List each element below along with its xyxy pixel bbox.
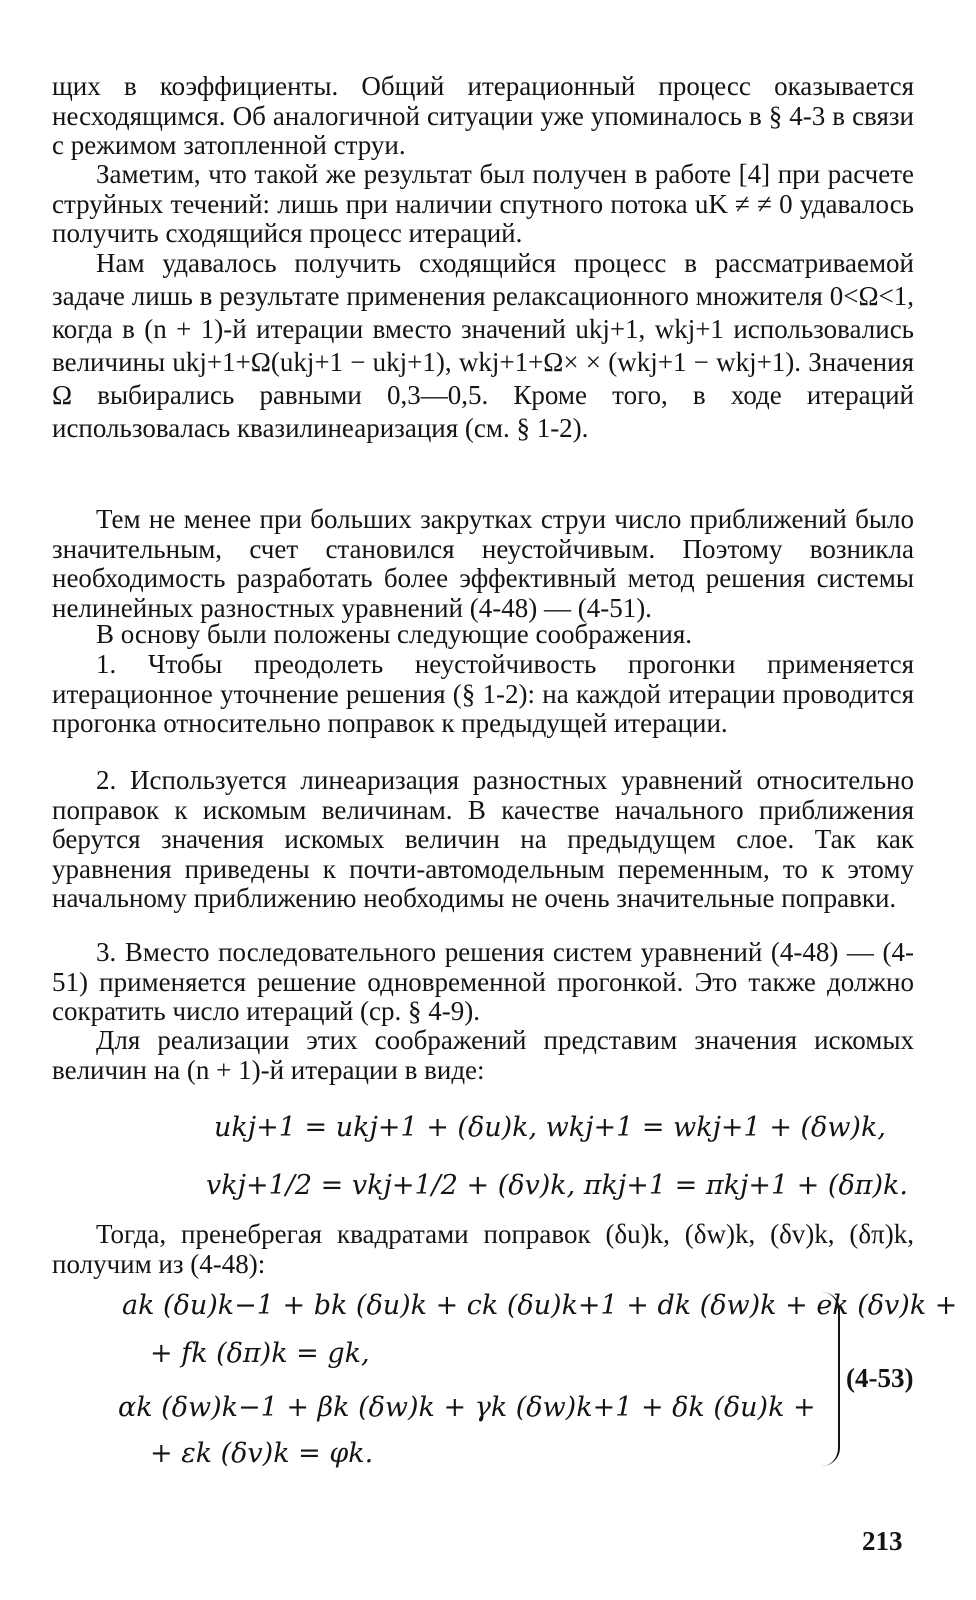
paragraph-7: Тогда, пренебрегая квадратами поправок (δu)k, (δw)k, (δv)k, (δπ)k, получим из (4-48): bbox=[52, 1219, 914, 1279]
paragraph-3: Нам удавалось получить сходящийся процесс в рассматриваемой задаче лишь в результате применения релаксационного множителя 0<Ω<1, когда в (n + 1)-й итерации вместо значений ukj+1, wkj+1 использовались величины ukj+1+Ω(ukj+1 − ukj+1), wkj+1+Ω× × (wkj+1 − wkj+1). Значения Ω выбирались равными 0,3—0,5. Кроме того, в ходе итераций использовалась квазилинеаризация (см. § 1-2). bbox=[52, 248, 914, 443]
list-item-3: 3. Вместо последовательного решения систем уравнений (4-48) — (4-51) применяется решение одновременной прогонкой. Это также должно сократить число итераций (ср. § 4-9). bbox=[52, 937, 914, 1026]
paragraph-6: Для реализации этих соображений представим значения искомых величин на (n + 1)-й итерации в виде: bbox=[52, 1025, 914, 1085]
system-line-3: αk (δw)k−1 + βk (δw)k + γk (δw)k+1 + δk (δu)k + bbox=[118, 1392, 816, 1423]
formula-line-1: ukj+1 = ukj+1 + (δu)k, wkj+1 = wkj+1 + (δw)k, bbox=[214, 1112, 886, 1143]
formula-line-2: vkj+1/2 = vkj+1/2 + (δv)k, πkj+1 = πkj+1 + (δπ)k. bbox=[206, 1170, 908, 1201]
system-brace bbox=[818, 1292, 840, 1466]
list-item-1: 1. Чтобы преодолеть неустойчивость прогонки применяется итерационное уточнение решения (§ 1-2): на каждой итерации проводится прогонка относительно поправок к предыдущей итерации. bbox=[52, 649, 914, 738]
paragraph-2: Заметим, что такой же результат был получен в работе [4] при расчете струйных течений: лишь при наличии спутного потока uK ≠ ≠ 0 удавалось получить сходящийся процесс итераций. bbox=[52, 159, 914, 248]
page-number: 213 bbox=[862, 1526, 903, 1556]
list-item-2: 2. Используется линеаризация разностных уравнений относительно поправок к искомым величинам. В качестве начального приближения берутся значения искомых величин на предыдущем слое. Так как уравнения приведены к почти-автомодельным переменным, то к этому начальному приближению необходимы не очень значительные поправки. bbox=[52, 765, 914, 913]
paragraph-5: В основу были положены следующие соображения. bbox=[96, 619, 693, 649]
system-line-1: ak (δu)k−1 + bk (δu)k + ck (δu)k+1 + dk (δw)k + ek (δv)k + bbox=[122, 1290, 958, 1321]
equation-number: (4-53) bbox=[846, 1363, 914, 1393]
paragraph-1: щих в коэффициенты. Общий итерационный процесс оказывается несходящимся. Об аналогичной ситуации уже упоминалось в § 4-3 в связи с режимом затопленной струи. bbox=[52, 71, 914, 160]
system-line-2: + fk (δπ)k = gk, bbox=[150, 1338, 370, 1369]
system-line-4: + εk (δv)k = φk. bbox=[150, 1438, 374, 1469]
paragraph-4: Тем не менее при больших закрутках струи число приближений было значительным, счет становился неустойчивым. Поэтому возникла необходимость разработать более эффективный метод решения системы нелинейных разностных уравнений (4-48) — (4-51). bbox=[52, 504, 914, 623]
